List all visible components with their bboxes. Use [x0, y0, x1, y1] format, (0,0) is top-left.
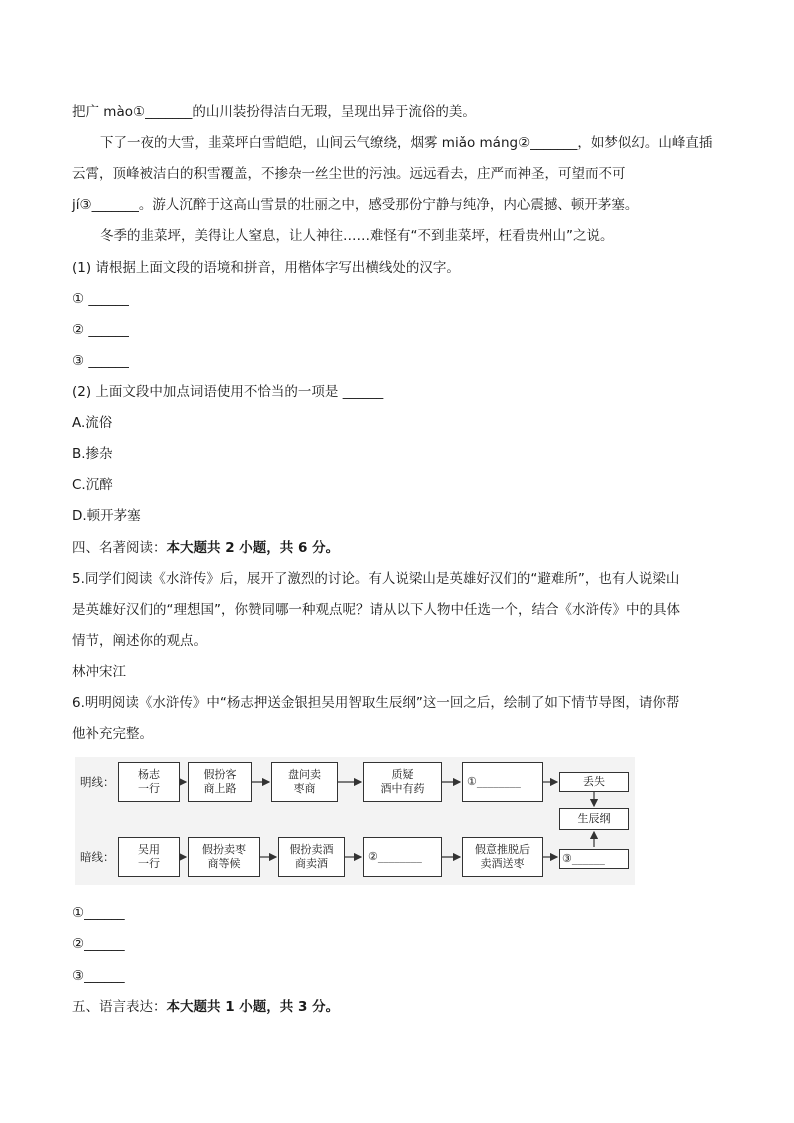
an-step-5-text: 假意推脱后 卖酒送枣: [475, 843, 530, 870]
section5-heading: [72, 997, 339, 1017]
line-p1: 把广 mào①_______的山川装扮得洁白无瑕，呈现出异于流俗的美。: [72, 104, 476, 120]
section4-title: 四、名著阅读：: [72, 540, 167, 556]
section4-detail: 本大题共 2 小题，共 6 分。: [166, 540, 340, 556]
an-step-3: [278, 837, 345, 877]
option-c: C.沉醉: [72, 477, 113, 493]
an-step-blank-3-text: ③______: [562, 852, 605, 865]
q6-line-2: 他补充完整。: [72, 726, 153, 742]
an-step-3-text: 假扮卖酒 商卖酒: [289, 843, 334, 870]
q5-line-1: 5.同学们阅读《水浒传》后，展开了激烈的讨论。有人说梁山是英雄好汉们的“避难所”，也有人说梁山: [72, 571, 680, 587]
ming-step-2: [188, 762, 252, 802]
section5-detail: 本大题共 1 小题，共 3 分。: [166, 999, 340, 1015]
q5-line-3: 情节，阐述你的观点。: [72, 633, 207, 649]
an-line-label: 暗线：: [80, 850, 115, 864]
an-step-blank-3: [559, 849, 629, 869]
ming-step-1: [118, 762, 180, 802]
ming-step-4-text: 质疑 酒中有药: [380, 768, 425, 795]
q6-line-1: 6.明明阅读《水浒传》中“杨志押送金银担吴用智取生辰纲”这一回之后，绘制了如下情节导图，请你帮: [72, 695, 680, 711]
an-step-1: [118, 837, 180, 877]
sub1-prompt: (1) 请根据上面文段的语境和拼音，用楷体字写出横线处的汉字。: [72, 260, 460, 276]
line-p5: 冬季的韭菜坪，美得让人窒息，让人神往……难怪有“不到韭菜坪，枉看贵州山”之说。: [100, 228, 614, 244]
section5-title: 五、语言表达：: [72, 999, 167, 1015]
an-step-blank: [363, 837, 442, 877]
q6-answer-2: ②______: [72, 936, 125, 952]
an-step-1-text: 吴用 一行: [138, 843, 160, 870]
option-d: D.顿开茅塞: [72, 508, 141, 524]
sub1-answer-1: ① ______: [72, 291, 129, 307]
plot-flowchart: [75, 757, 635, 885]
an-step-2: [188, 837, 260, 877]
ming-step-blank-text: ①________: [467, 775, 521, 788]
gift-text: 生辰纲: [577, 812, 611, 825]
ming-step-4: [363, 762, 442, 802]
gift-box: [559, 808, 629, 830]
sub1-answer-3: ③ ______: [72, 353, 129, 369]
lost-box: [559, 772, 629, 792]
option-b: B.掺杂: [72, 446, 113, 462]
q6-answer-1: ①______: [72, 905, 125, 921]
an-step-blank-text: ②________: [368, 850, 422, 863]
line-p3: 云霄，顶峰被洁白的积雪覆盖，不掺杂一丝尘世的污浊。远远看去，庄严而神圣，可望而不可: [72, 166, 626, 182]
q6-answer-3: ③______: [72, 968, 125, 984]
line-p4: jí③_______。游人沉醉于这高山雪景的壮丽之中，感受那份宁静与纯净，内心震撼、顿开茅塞。: [72, 197, 639, 213]
q5-characters: 林冲宋江: [72, 664, 126, 680]
ming-step-2-text: 假扮客 商上路: [203, 768, 237, 795]
an-step-2-text: 假扮卖枣 商等候: [202, 843, 246, 870]
option-a: A.流俗: [72, 415, 113, 431]
ming-step-1-text: 杨志 一行: [138, 768, 160, 795]
section4-heading: [72, 538, 339, 558]
ming-step-3-text: 盘问卖 枣商: [288, 768, 321, 795]
sub2-prompt: (2) 上面文段中加点词语使用不恰当的一项是 ______: [72, 384, 384, 400]
q5-line-2: 是英雄好汉们的“理想国”，你赞同哪一种观点呢？请从以下人物中任选一个，结合《水浒传》中的具体: [72, 602, 680, 618]
ming-step-blank: [462, 762, 543, 802]
an-step-5: [462, 837, 543, 877]
ming-step-3: [271, 762, 338, 802]
lost-text: 丢失: [583, 775, 605, 788]
line-p2: 下了一夜的大雪，韭菜坪白雪皑皑，山间云气缭绕，烟雾 miǎo máng②_______，如梦似幻。山峰直插: [100, 135, 713, 151]
ming-line-label: 明线：: [80, 775, 115, 789]
sub1-answer-2: ② ______: [72, 322, 129, 338]
